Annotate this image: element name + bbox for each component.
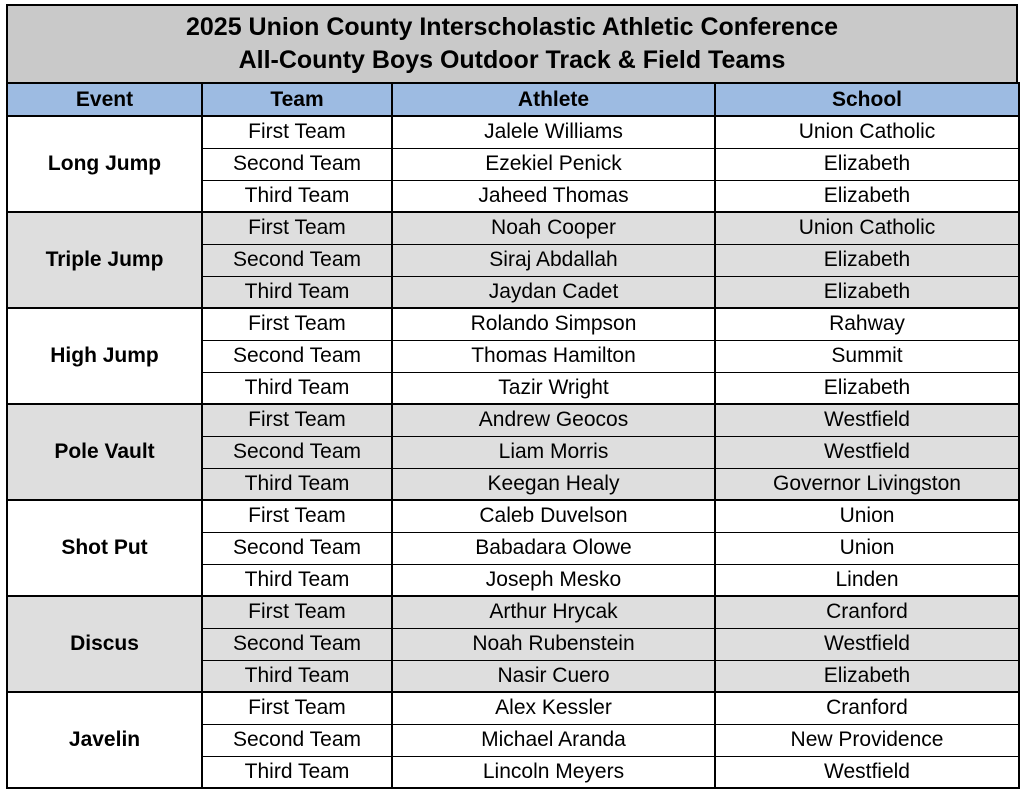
table-row [7,308,1019,340]
athlete-cell: Jaydan Cadet [392,276,715,308]
column-header-team: Team [202,83,392,116]
team-cell: Second Team [202,436,392,468]
athlete-cell: Siraj Abdallah [392,244,715,276]
team-cell: First Team [202,116,392,148]
school-cell: Westfield [715,628,1019,660]
event-name-cell: Long Jump [7,116,202,212]
team-cell: Second Team [202,340,392,372]
school-cell: Elizabeth [715,372,1019,404]
table-row [7,692,1019,724]
athlete-cell: Jaheed Thomas [392,180,715,212]
team-cell: Third Team [202,468,392,500]
team-cell: Third Team [202,372,392,404]
team-cell: First Team [202,596,392,628]
school-cell: New Providence [715,724,1019,756]
team-cell: First Team [202,212,392,244]
athlete-cell: Nasir Cuero [392,660,715,692]
school-cell: Union [715,500,1019,532]
team-cell: Third Team [202,660,392,692]
team-cell: Third Team [202,180,392,212]
athlete-cell: Alex Kessler [392,692,715,724]
athlete-cell: Joseph Mesko [392,564,715,596]
team-cell: Second Team [202,532,392,564]
table-body [7,116,1019,788]
athlete-cell: Michael Aranda [392,724,715,756]
column-header-school: School [715,83,1019,116]
team-cell: Second Team [202,148,392,180]
event-name-cell: Javelin [7,692,202,788]
table-row [7,596,1019,628]
table-row [7,500,1019,532]
column-header-event: Event [7,83,202,116]
event-name-cell: Triple Jump [7,212,202,308]
teams-table [6,82,1020,789]
event-name-cell: Shot Put [7,500,202,596]
athlete-cell: Thomas Hamilton [392,340,715,372]
athlete-cell: Babadara Olowe [392,532,715,564]
team-cell: First Team [202,692,392,724]
athlete-cell: Lincoln Meyers [392,756,715,788]
school-cell: Elizabeth [715,148,1019,180]
table-row [7,116,1019,148]
title-line-teams: All-County Boys Outdoor Track & Field Teams [238,46,786,74]
team-cell: Second Team [202,724,392,756]
school-cell: Cranford [715,692,1019,724]
school-cell: Governor Livingston [715,468,1019,500]
event-name-cell: High Jump [7,308,202,404]
all-county-sheet [6,4,1018,789]
team-cell: Third Team [202,756,392,788]
athlete-cell: Arthur Hrycak [392,596,715,628]
school-cell: Elizabeth [715,660,1019,692]
school-cell: Rahway [715,308,1019,340]
athlete-cell: Noah Cooper [392,212,715,244]
event-name-cell: Discus [7,596,202,692]
athlete-cell: Liam Morris [392,436,715,468]
school-cell: Linden [715,564,1019,596]
team-cell: Second Team [202,244,392,276]
event-name-cell: Pole Vault [7,404,202,500]
school-cell: Westfield [715,404,1019,436]
table-row [7,212,1019,244]
athlete-cell: Caleb Duvelson [392,500,715,532]
table-row [7,404,1019,436]
team-cell: Third Team [202,276,392,308]
athlete-cell: Andrew Geocos [392,404,715,436]
team-cell: First Team [202,500,392,532]
column-header-athlete: Athlete [392,83,715,116]
school-cell: Union [715,532,1019,564]
school-cell: Westfield [715,756,1019,788]
school-cell: Elizabeth [715,180,1019,212]
team-cell: First Team [202,308,392,340]
athlete-cell: Jalele Williams [392,116,715,148]
athlete-cell: Tazir Wright [392,372,715,404]
team-cell: Second Team [202,628,392,660]
team-cell: Third Team [202,564,392,596]
athlete-cell: Keegan Healy [392,468,715,500]
athlete-cell: Rolando Simpson [392,308,715,340]
school-cell: Elizabeth [715,244,1019,276]
school-cell: Cranford [715,596,1019,628]
school-cell: Westfield [715,436,1019,468]
team-cell: First Team [202,404,392,436]
school-cell: Elizabeth [715,276,1019,308]
header-row [7,83,1019,116]
school-cell: Union Catholic [715,212,1019,244]
school-cell: Summit [715,340,1019,372]
school-cell: Union Catholic [715,116,1019,148]
athlete-cell: Ezekiel Penick [392,148,715,180]
title-line-conference: 2025 Union County Interscholastic Athletic Conference [186,13,838,41]
athlete-cell: Noah Rubenstein [392,628,715,660]
sheet-title [6,4,1018,82]
